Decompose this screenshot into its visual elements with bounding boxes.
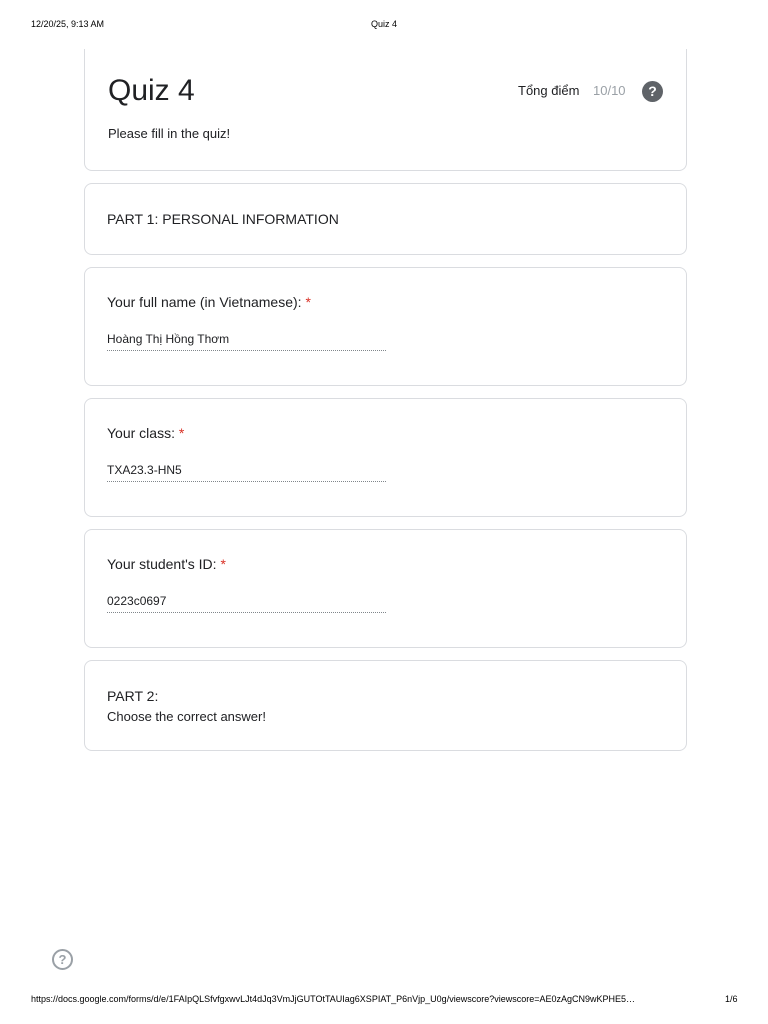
print-header — [0, 19, 768, 33]
question-label-full-name — [107, 294, 311, 310]
question-text: Your student's ID: — [107, 556, 217, 572]
print-datetime: 12/20/25, 9:13 AM — [31, 19, 105, 29]
question-label-class — [107, 425, 184, 441]
question-card-class — [84, 398, 687, 517]
total-score-value: 10/10 — [593, 83, 626, 98]
help-icon[interactable]: ? — [642, 81, 663, 102]
required-marker: * — [178, 425, 185, 441]
print-title: Quiz 4 — [370, 19, 397, 29]
section-instruction-part2: Choose the correct answer! — [107, 709, 266, 724]
section-card-part2 — [84, 660, 687, 751]
question-text: Your class: — [107, 425, 175, 441]
answer-student-id: 0223c0697 — [107, 594, 386, 613]
question-card-full-name — [84, 267, 687, 386]
page-number: 1/6 — [725, 994, 738, 1004]
total-score-label: Tổng điểm — [518, 83, 580, 98]
question-card-student-id — [84, 529, 687, 648]
question-label-student-id — [107, 556, 226, 572]
footer-help-icon[interactable]: ? — [52, 949, 73, 970]
print-footer — [0, 994, 768, 1008]
required-marker: * — [305, 294, 311, 310]
required-marker: * — [220, 556, 226, 572]
section-title-part1: PART 1: PERSONAL INFORMATION — [107, 211, 339, 227]
question-text: Your full name (in Vietnamese): — [107, 294, 302, 310]
form-title: Quiz 4 — [108, 74, 195, 107]
answer-full-name: Hoàng Thị Hồng Thơm — [107, 332, 386, 351]
section-card-part1 — [84, 183, 687, 255]
section-title-part2: PART 2: — [107, 688, 159, 704]
print-url: https://docs.google.com/forms/d/e/1FAIpQLSfvfgxwvLJt4dJq3VmJjGUTOtTAUIag6XSPIAT_P6nVjp_U0g/viewscore?viewscore=AE0zAgCN9wKPHE5… — [31, 994, 636, 1004]
form-header-card — [84, 49, 687, 171]
form-description: Please fill in the quiz! — [108, 126, 231, 141]
answer-class: TXA23.3-HN5 — [107, 463, 386, 482]
